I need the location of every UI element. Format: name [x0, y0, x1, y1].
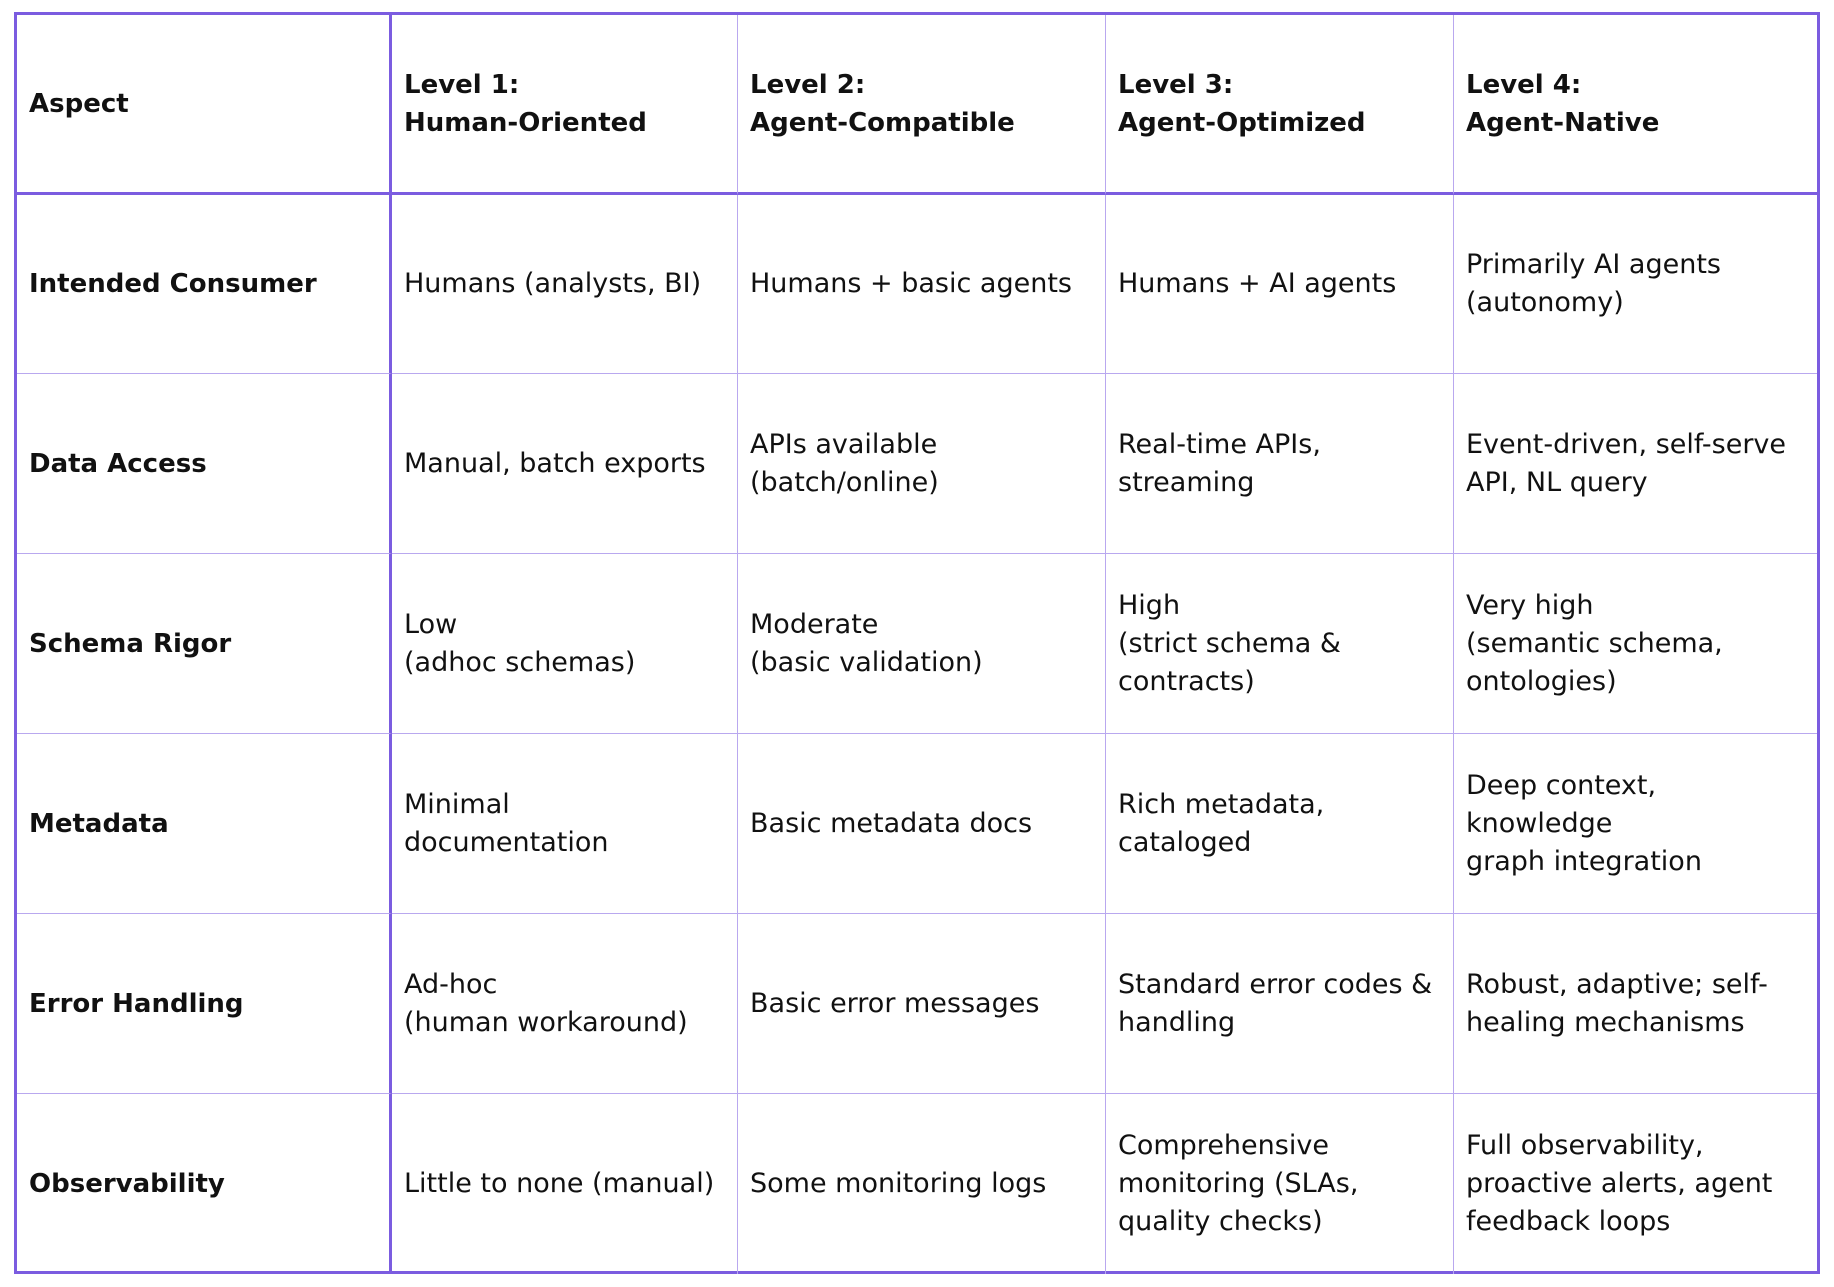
cell-data-access-level-1: Manual, batch exports: [392, 374, 738, 554]
maturity-table: [14, 12, 1820, 1274]
header-level-4: Level 4: Agent-Native: [1454, 15, 1817, 195]
cell-intended-consumer-level-3: Humans + AI agents: [1106, 195, 1454, 374]
cell-observability-level-1: Little to none (manual): [392, 1094, 738, 1274]
cell-observability-level-2: Some monitoring logs: [738, 1094, 1106, 1274]
cell-error-handling-level-4: Robust, adaptive; self- healing mechanisms: [1454, 914, 1817, 1094]
cell-data-access-level-2: APIs available (batch/online): [738, 374, 1106, 554]
cell-metadata-level-3: Rich metadata, cataloged: [1106, 734, 1454, 914]
cell-observability-level-4: Full observability, proactive alerts, agent feedback loops: [1466, 1130, 1773, 1237]
row-label-schema-rigor: Schema Rigor: [17, 554, 392, 734]
cell-metadata-level-4: Deep context, knowledge graph integration: [1454, 734, 1817, 914]
cell-schema-rigor-level-1: Low (adhoc schemas): [392, 554, 738, 734]
cell-schema-rigor-level-4: Very high (semantic schema, ontologies): [1454, 554, 1817, 734]
cell-intended-consumer-level-2: Humans + basic agents: [738, 195, 1106, 374]
row-label-observability: Observability: [17, 1094, 392, 1274]
cell-data-access-level-4: Event-driven, self-serve API, NL query: [1454, 374, 1817, 554]
cell-schema-rigor-level-3: High (strict schema & contracts): [1106, 554, 1454, 734]
cell-schema-rigor-level-2: Moderate (basic validation): [738, 554, 1106, 734]
row-label-error-handling: Error Handling: [17, 914, 392, 1094]
cell-data-access-level-3: Real-time APIs, streaming: [1106, 374, 1454, 554]
cell-intended-consumer-level-1: Humans (analysts, BI): [392, 195, 738, 374]
header-aspect: Aspect: [17, 15, 392, 195]
cell-metadata-level-2: Basic metadata docs: [738, 734, 1106, 914]
row-label-intended-consumer: Intended Consumer: [17, 195, 392, 374]
header-level-1: Level 1: Human-Oriented: [392, 15, 738, 195]
row-label-metadata: Metadata: [17, 734, 392, 914]
cell-intended-consumer-level-4: Primarily AI agents (autonomy): [1454, 195, 1817, 374]
row-label-data-access: Data Access: [17, 374, 392, 554]
cell-metadata-level-1: Minimal documentation: [392, 734, 738, 914]
header-level-2: Level 2: Agent-Compatible: [738, 15, 1106, 195]
cell-error-handling-level-1: Ad-hoc (human workaround): [392, 914, 738, 1094]
cell-observability-level-3: Comprehensive monitoring (SLAs, quality checks): [1106, 1094, 1454, 1274]
cell-error-handling-level-3: Standard error codes & handling: [1106, 914, 1454, 1094]
header-level-3: Level 3: Agent-Optimized: [1106, 15, 1454, 195]
cell-error-handling-level-2: Basic error messages: [738, 914, 1106, 1094]
